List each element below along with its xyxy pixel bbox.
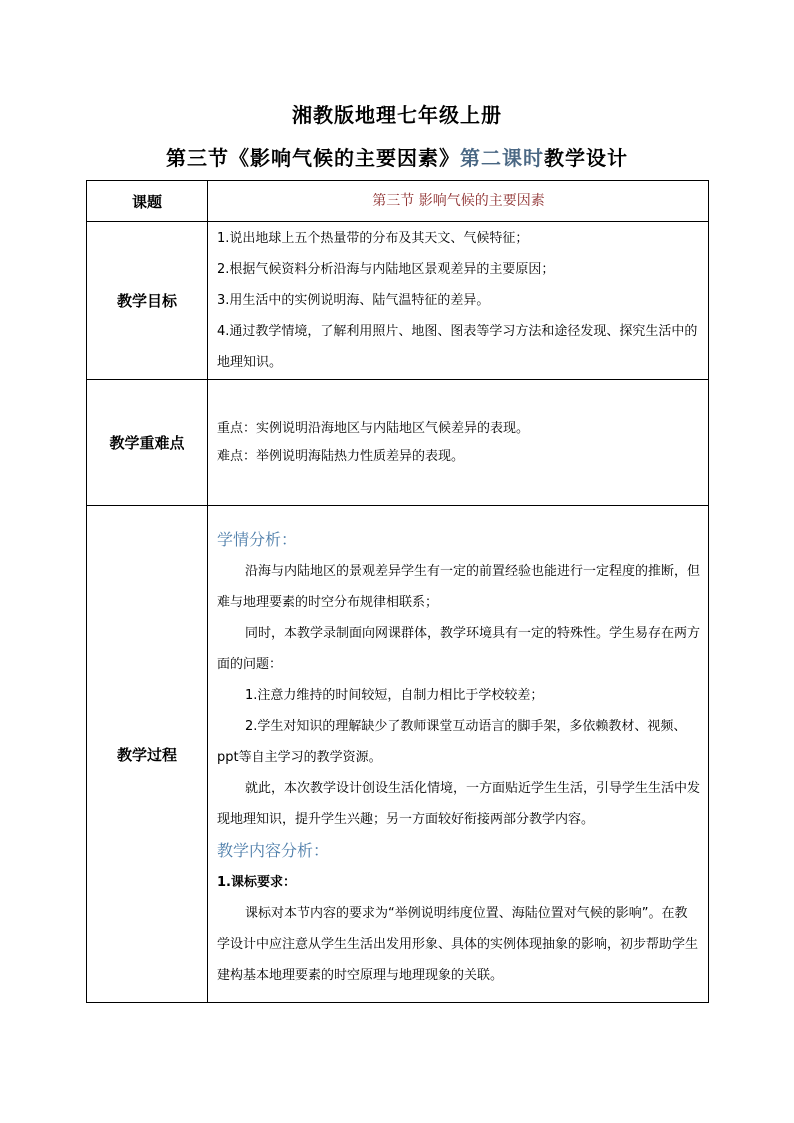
topic-value: 第三节 影响气候的主要因素	[208, 181, 709, 222]
learner-paragraph: 就此，本次教学设计创设生活化情境，一方面贴近学生生活，引导学生生活中发现地理知识，提升学生兴趣；另一方面较好衔接两部分教学内容。	[217, 780, 701, 827]
goals-label: 教学目标	[87, 222, 208, 380]
document-subtitle	[0, 143, 794, 173]
table-row-topic	[87, 181, 709, 222]
key-points-label: 教学重难点	[87, 380, 208, 506]
goals-content	[208, 222, 709, 380]
subtitle-lesson: 第三节《影响气候的主要因素》	[166, 146, 460, 170]
document-title: 湘教版地理七年级上册	[292, 103, 502, 127]
key-focus: 重点：实例说明沿海地区与内陆地区气候差异的表现。	[217, 420, 530, 436]
curriculum-standard-paragraph: 课标对本节内容的要求为“举例说明纬度位置、海陆位置对气候的影响”。在教学设计中应注意从学生生活出发用形象、具体的实例体现抽象的影响，初步帮助学生建构基本地理要素的时空原理与地理现象的关联。	[217, 905, 699, 983]
topic-label: 课题	[87, 181, 208, 222]
goal-item: 4.通过教学情境，了解利用照片、地图、图表等学习方法和途径发现、探究生活中的地理知识。	[217, 324, 698, 370]
key-difficulty: 难点：举例说明海陆热力性质差异的表现。	[217, 448, 465, 464]
learner-paragraph: 2.学生对知识的理解缺少了教师课堂互动语言的脚手架，多依赖教材、视频、ppt等自主学习的教学资源。	[217, 718, 687, 765]
key-points-content	[208, 380, 709, 506]
subtitle-period: 第二课时	[460, 146, 544, 170]
table-row-key-points	[87, 380, 709, 506]
learner-paragraph: 1.注意力维持的时间较短，自制力相比于学校较差；	[245, 687, 544, 703]
learner-analysis-heading: 学情分析：	[217, 529, 298, 549]
goal-item: 2.根据气候资料分析沿海与内陆地区景观差异的主要原因；	[217, 262, 555, 277]
curriculum-standard-heading: 1.课标要求：	[217, 874, 296, 890]
lesson-plan-table	[86, 180, 709, 1003]
goal-item: 1.说出地球上五个热量带的分布及其天文、气候特征；	[217, 231, 529, 246]
learner-paragraph: 同时，本教学录制面向网课群体，教学环境具有一定的特殊性。学生易存在两方面的问题：	[217, 625, 701, 672]
process-content	[208, 506, 709, 1003]
table-row-goals	[87, 222, 709, 380]
subtitle-design: 教学设计	[544, 146, 628, 170]
goal-item: 3.用生活中的实例说明海、陆气温特征的差异。	[217, 293, 490, 308]
content-analysis-heading: 教学内容分析：	[217, 840, 330, 860]
table-row-process	[87, 506, 709, 1003]
process-label: 教学过程	[87, 506, 208, 1003]
learner-paragraph: 沿海与内陆地区的景观差异学生有一定的前置经验也能进行一定程度的推断，但难与地理要素的时空分布规律相联系；	[217, 563, 701, 610]
